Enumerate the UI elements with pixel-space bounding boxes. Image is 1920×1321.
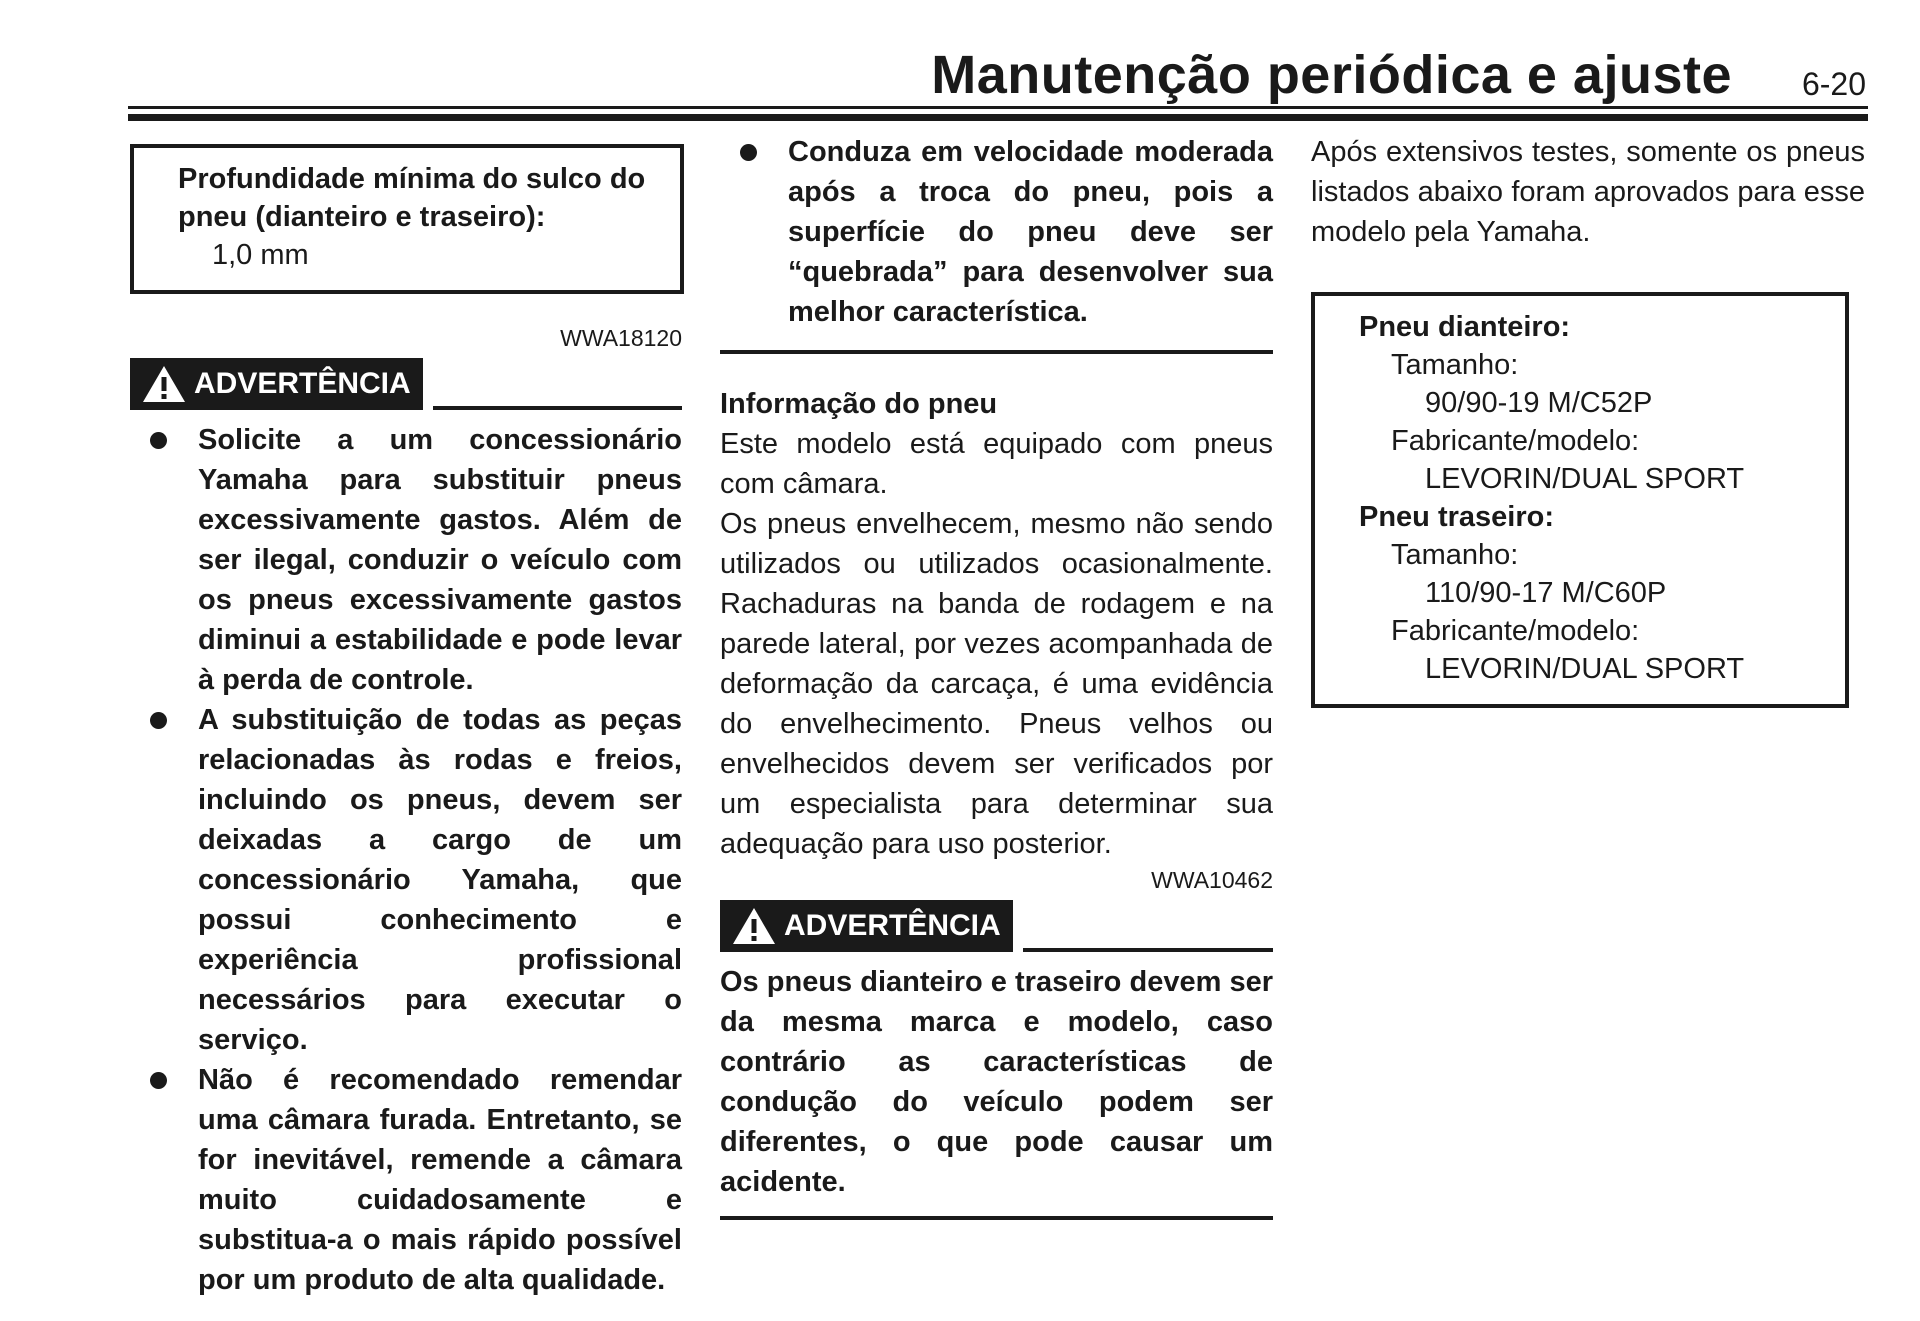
column-middle — [720, 132, 1273, 1220]
rear-maker-label: Fabricante/modelo: — [1391, 615, 1640, 647]
warning-end-rule — [720, 1216, 1273, 1220]
bullet-icon — [740, 144, 757, 161]
front-size-value: 90/90-19 M/C52P — [1425, 387, 1653, 419]
tire-info-paragraph-1: Este modelo está equipado com pneus com câmara. — [720, 428, 1273, 500]
warning-code: WWA10462 — [1151, 867, 1273, 893]
tire-info-paragraph-2: Os pneus envelhecem, mesmo não sendo utilizados ou utilizados ocasionalmente. Rachaduras na banda de rodagem e na parede lateral, por vezes acompanhada de deformação da carcaça, é uma evidência do envelhecimento. Pneus velhos ou envelhecidos devem ser verificados por um especialista para determinar sua adequação para uso posterior. — [720, 508, 1273, 860]
warning-header — [720, 900, 1273, 952]
page-number: 6-20 — [1801, 66, 1866, 102]
bullet-icon — [150, 432, 167, 449]
warning-end-rule — [720, 350, 1273, 354]
list-item: Solicite a um concessionário Yamaha para substituir pneus excessivamente gastos. Além de ser ilegal, conduzir o veículo com os pneus excessivamente gastos diminui a estabilidade e pode levar à perda de controle. — [130, 420, 682, 700]
front-size-label: Tamanho: — [1391, 349, 1519, 381]
warning-triangle-icon — [142, 364, 186, 404]
rear-size-label: Tamanho: — [1391, 539, 1519, 571]
header-rule-thin — [128, 106, 1868, 109]
bullet-icon — [150, 712, 167, 729]
section-heading: Informação do pneu — [720, 388, 998, 420]
approved-tires-box — [1311, 292, 1849, 708]
rear-maker-value: LEVORIN/DUAL SPORT — [1425, 653, 1745, 685]
list-item: Não é recomendado remendar uma câmara furada. Entretanto, se for inevitável, remende a câmara muito cuidadosamente e substitua-a o mais rápido possível por um produto de alta qualidade. — [130, 1060, 682, 1300]
warning-rule — [433, 406, 682, 410]
tread-depth-value: 1,0 mm — [212, 239, 309, 271]
list-item: A substituição de todas as peças relacionadas às rodas e freios, incluindo os pneus, devem ser deixadas a cargo de um concessionário Yamaha, que possui conhecimento e experiência profissional necessários para executar o serviço. — [130, 700, 682, 1060]
header-rule-thick — [128, 114, 1868, 121]
approved-tires-intro: Após extensivos testes, somente os pneus listados abaixo foram aprovados para esse modelo pela Yamaha. — [1311, 136, 1865, 248]
tread-depth-spec-box — [130, 144, 684, 294]
front-maker-label: Fabricante/modelo: — [1391, 425, 1640, 457]
column-left — [130, 144, 682, 1300]
warning-badge — [720, 900, 1013, 952]
bullet-icon — [150, 1072, 167, 1089]
rear-tire-label: Pneu traseiro: — [1359, 501, 1554, 533]
warning-text: Os pneus dianteiro e traseiro devem ser da mesma marca e modelo, caso contrário as características de condução do veículo podem ser diferentes, o que pode causar um acidente. — [720, 966, 1273, 1198]
warning-label: ADVERTÊNCIA — [194, 367, 411, 400]
rear-size-value: 110/90-17 M/C60P — [1425, 577, 1667, 609]
warning-triangle-icon — [732, 906, 776, 946]
tread-depth-label: Profundidade mínima do sulco do pneu (dianteiro e traseiro): — [178, 163, 646, 233]
warning-header — [130, 358, 682, 410]
warning-rule — [1023, 948, 1273, 952]
warning-bullet-list — [130, 420, 682, 1300]
column-right — [1311, 132, 1865, 708]
list-item: Conduza em velocidade moderada após a troca do pneu, pois a superfície do pneu deve ser “quebrada” para desenvolver sua melhor característica. — [720, 132, 1273, 332]
warning-label: ADVERTÊNCIA — [784, 909, 1001, 942]
warning-code: WWA18120 — [560, 325, 682, 351]
front-maker-value: LEVORIN/DUAL SPORT — [1425, 463, 1745, 495]
page-title: Manutenção periódica e ajuste — [931, 45, 1732, 105]
front-tire-label: Pneu dianteiro: — [1359, 311, 1571, 343]
warning-bullet-list-continued — [720, 132, 1273, 332]
warning-badge — [130, 358, 423, 410]
